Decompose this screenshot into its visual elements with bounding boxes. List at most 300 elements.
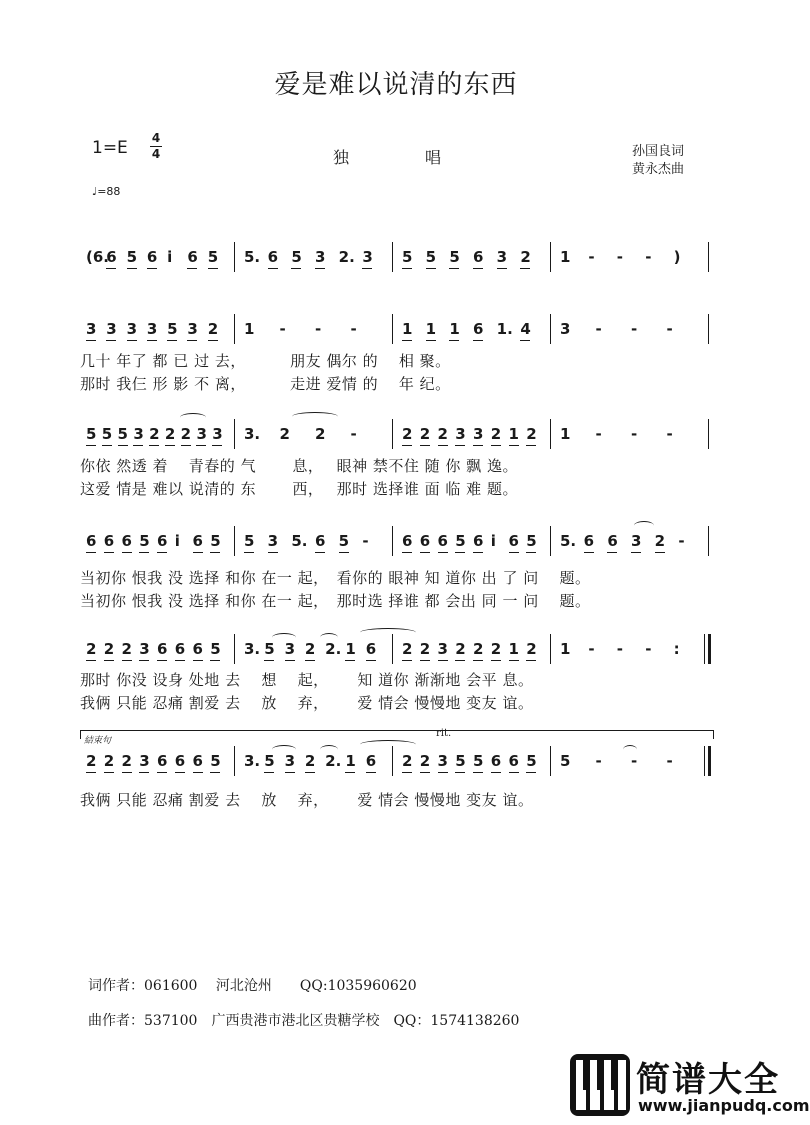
note: 6 (365, 640, 377, 658)
beam (473, 445, 483, 446)
note: 1 (345, 640, 356, 658)
bar-line (708, 746, 711, 776)
beam (366, 772, 376, 773)
lyric-line: 你依 然透 着 青春的 气 息， 眼神 禁不住 随 你 飘 逸。 (80, 457, 518, 475)
beam (497, 268, 507, 269)
slur (272, 633, 296, 642)
beam (102, 445, 112, 446)
note: 6 (103, 532, 115, 550)
beam (491, 660, 501, 661)
note: - (678, 532, 685, 550)
note: 2 (304, 640, 316, 658)
beam (175, 772, 185, 773)
note: 2 (103, 752, 115, 770)
lyric-line: 几十 年了 都 已 过 去， 朋友 偶尔 的 相 聚。 (80, 352, 451, 370)
lyric-line: 我俩 只能 忍痛 割爱 去 放 弃， 爱 情会 慢慢地 变友 谊。 (80, 694, 534, 712)
note: 1 (425, 320, 437, 338)
beam (473, 268, 483, 269)
beam (127, 268, 137, 269)
note: i (490, 532, 496, 550)
note: - (666, 425, 673, 443)
note: 2 (402, 425, 413, 443)
note: 6 (508, 532, 519, 550)
note: 2 (437, 425, 448, 443)
note: 6 (146, 248, 158, 266)
note: 1 (345, 752, 356, 770)
note: 3 (187, 320, 198, 338)
beam (122, 660, 132, 661)
note: 5 (210, 752, 221, 770)
note: 2 (419, 640, 431, 658)
slur (292, 412, 338, 421)
bar-line (708, 634, 711, 664)
note: 6 (437, 532, 448, 550)
beam (193, 660, 203, 661)
note: - (350, 425, 357, 443)
lyric-line: 那时 你没 设身 处地 去 想 起， 知 道你 渐渐地 会平 息。 (80, 671, 534, 689)
beam (157, 772, 167, 773)
note: 2 (402, 752, 413, 770)
beam (264, 660, 274, 661)
note: 5. (291, 532, 308, 550)
note: - (315, 320, 322, 338)
note: 3 (212, 425, 223, 443)
beam (584, 552, 594, 553)
beam (420, 772, 430, 773)
note: 2 (490, 425, 502, 443)
note: 3 (631, 532, 642, 550)
note: 3 (106, 320, 117, 338)
note: 6 (607, 532, 618, 550)
fermata (623, 745, 637, 754)
note: 5 (167, 320, 178, 338)
beam (402, 552, 412, 553)
note: 5 (473, 752, 484, 770)
note: 2 (304, 752, 316, 770)
note: 5 (455, 752, 466, 770)
note: - (616, 248, 624, 266)
beam (420, 445, 430, 446)
note: 1 (560, 425, 571, 443)
note: 5 (207, 248, 219, 266)
note: 6 (490, 752, 502, 770)
beam (315, 552, 325, 553)
note: 1 (508, 425, 519, 443)
beam (426, 268, 436, 269)
note: 5 (425, 248, 437, 266)
note: 6 (174, 640, 186, 658)
note: 3. (244, 640, 261, 658)
note: - (362, 532, 369, 550)
note: 5 (126, 248, 137, 266)
beam (520, 268, 530, 269)
note: 2 (164, 425, 176, 443)
beam (181, 445, 191, 446)
note: 6 (106, 248, 117, 266)
note: 6 (583, 532, 595, 550)
tempo-mark: ♩=88 (92, 185, 121, 198)
note: 3 (315, 248, 326, 266)
bar-line (550, 746, 551, 776)
beam (526, 445, 536, 446)
note: 5 (402, 248, 413, 266)
beam (157, 660, 167, 661)
note: 1 (402, 320, 413, 338)
note: - (595, 320, 602, 338)
note: 6 (187, 248, 198, 266)
note: 3 (133, 425, 144, 443)
beam (106, 268, 116, 269)
note: 3 (86, 320, 97, 338)
beam (210, 660, 220, 661)
beam (122, 552, 132, 553)
bar-line (392, 242, 393, 272)
performance-2: 唱 (425, 148, 442, 167)
beam (402, 445, 412, 446)
note: 5 (455, 532, 466, 550)
lyricist: 孙国良词 (632, 144, 685, 159)
beam (455, 660, 465, 661)
beam (291, 268, 301, 269)
beam (139, 552, 149, 553)
beam (455, 552, 465, 553)
time-bottom: 4 (151, 147, 161, 161)
note: - (666, 320, 673, 338)
note: 5 (244, 532, 255, 550)
note: (6. (86, 248, 109, 266)
note: 2 (207, 320, 219, 338)
lyric-line: 当初你 恨我 没 选择 和你 在一 起， 看你的 眼神 知 道你 出 了 问 题。 (80, 569, 591, 587)
beam (187, 340, 197, 341)
note: 3 (437, 752, 448, 770)
note: - (645, 248, 652, 266)
bar-line (392, 314, 393, 344)
beam (210, 772, 220, 773)
note: 6 (473, 320, 484, 338)
beam (455, 772, 465, 773)
composer: 黄永杰曲 (632, 162, 685, 177)
note: - (645, 640, 652, 658)
beam (208, 340, 218, 341)
bar-line (550, 419, 551, 449)
bar-line (234, 242, 235, 272)
note: 3 (139, 752, 150, 770)
beam (473, 552, 483, 553)
beam (420, 552, 430, 553)
note: 3 (455, 425, 466, 443)
beam (210, 552, 220, 553)
bar-line (392, 746, 393, 776)
beam (315, 268, 325, 269)
bar-line (392, 634, 393, 664)
beam (526, 552, 536, 553)
note: 1 (560, 640, 571, 658)
beam (526, 772, 536, 773)
note: 2. (325, 640, 342, 658)
note: 6 (402, 532, 413, 550)
beam (139, 660, 149, 661)
beam (175, 660, 185, 661)
beam (285, 772, 295, 773)
performance-1: 独 (333, 148, 350, 167)
note: 1 (449, 320, 460, 338)
beam (420, 660, 430, 661)
note: - (279, 320, 286, 338)
note: 6 (121, 532, 132, 550)
beam (345, 772, 355, 773)
beam (449, 268, 459, 269)
beam (268, 552, 278, 553)
note: 5 (86, 425, 97, 443)
note: 3 (437, 640, 448, 658)
note: - (616, 640, 624, 658)
note: 3 (196, 425, 207, 443)
note: 2 (419, 425, 431, 443)
note: 6 (192, 640, 203, 658)
note: 3 (126, 320, 137, 338)
beam (104, 660, 114, 661)
note: 5 (264, 752, 275, 770)
bar-line (704, 634, 705, 664)
note: 3 (473, 425, 484, 443)
beam (147, 268, 157, 269)
beam (193, 552, 203, 553)
note: 3 (146, 320, 158, 338)
beam (509, 552, 519, 553)
beam (86, 552, 96, 553)
note: 6 (419, 532, 431, 550)
bar-line (708, 419, 709, 449)
beam (402, 660, 412, 661)
beam (509, 772, 519, 773)
note: - (595, 752, 602, 770)
beam (509, 445, 519, 446)
note: - (631, 320, 638, 338)
slur (272, 745, 296, 754)
note: 6 (192, 532, 203, 550)
beam (455, 445, 465, 446)
note: 6 (157, 640, 168, 658)
beam (133, 445, 143, 446)
note: 5 (449, 248, 460, 266)
note: : (673, 640, 680, 658)
note: i (167, 248, 173, 266)
logo-name: 简谱大全 (636, 1060, 780, 1100)
beam (285, 660, 295, 661)
bar-line (708, 314, 709, 344)
beam (438, 552, 448, 553)
bar-line (708, 526, 709, 556)
note: 4 (520, 320, 531, 338)
note: 6 (315, 532, 326, 550)
note: 3 (560, 320, 571, 338)
lyric-line: 这爱 情是 难以 说清的 东 西， 那时 选择谁 面 临 难 题。 (80, 480, 518, 498)
beam (122, 772, 132, 773)
note: 2 (520, 248, 531, 266)
beam (264, 772, 274, 773)
note: 2 (473, 640, 484, 658)
beam (193, 772, 203, 773)
beam (438, 772, 448, 773)
note: 2 (455, 640, 466, 658)
beam (86, 340, 96, 341)
note: 2. (325, 752, 342, 770)
note: 6 (192, 752, 203, 770)
beam (104, 772, 114, 773)
bar-line (704, 746, 705, 776)
note: - (631, 752, 638, 770)
site-logo[interactable] (570, 1052, 810, 1121)
note: 6 (157, 752, 168, 770)
note: 5. (244, 248, 261, 266)
slur (360, 628, 416, 637)
beam (157, 552, 167, 553)
time-top: 4 (151, 131, 161, 145)
note: 3 (284, 752, 295, 770)
beam (449, 340, 459, 341)
note: 3 (496, 248, 508, 266)
note: 6 (174, 752, 186, 770)
beam (106, 340, 116, 341)
bar-line (550, 526, 551, 556)
note: - (631, 425, 638, 443)
beam (520, 340, 530, 341)
note: 1 (560, 248, 571, 266)
note: 5 (101, 425, 113, 443)
note: 2 (121, 752, 132, 770)
rit-mark: rit. (436, 728, 452, 739)
beam (305, 660, 315, 661)
beam (127, 340, 137, 341)
beam (438, 445, 448, 446)
note: 6 (473, 248, 484, 266)
beam (167, 340, 177, 341)
beam (526, 660, 536, 661)
slur (180, 413, 206, 422)
note: 3. (244, 752, 261, 770)
note: - (588, 640, 595, 658)
beam (473, 660, 483, 661)
ending-mark: 結束句 (84, 736, 112, 746)
beam (438, 660, 448, 661)
beam (607, 552, 617, 553)
beam (244, 552, 254, 553)
note: 6 (508, 752, 519, 770)
beam (104, 552, 114, 553)
ending-bracket (80, 730, 714, 739)
note: 5 (264, 640, 275, 658)
note: 2 (315, 425, 326, 443)
note: 1 (244, 320, 255, 338)
slur (320, 633, 338, 642)
beam (165, 445, 175, 446)
note: 6 (473, 532, 484, 550)
beam (491, 772, 501, 773)
beam (268, 268, 278, 269)
note: - (666, 752, 673, 770)
note: 5 (560, 752, 571, 770)
bar-line (392, 526, 393, 556)
beam (631, 552, 641, 553)
note: 5 (117, 425, 128, 443)
bar-line (234, 314, 235, 344)
beam (473, 340, 483, 341)
lyric-line: 那时 我仨 形 影 不 离， 走进 爱情 的 年 纪。 (80, 375, 451, 393)
note: - (350, 320, 357, 338)
note: ) (673, 248, 681, 266)
note: i (174, 532, 180, 550)
beam (362, 268, 372, 269)
lyric-line: 当初你 恨我 没 选择 和你 在一 起， 那时选 择谁 都 会出 同 一 问 题。 (80, 592, 591, 610)
note: 2 (526, 640, 537, 658)
beam (187, 268, 197, 269)
lyricist-info: 词作者：061600 河北沧州 QQ:1035960620 (88, 978, 417, 994)
key-signature: 1=E (92, 138, 128, 158)
beam (147, 340, 157, 341)
beam (655, 552, 665, 553)
beam (339, 552, 349, 553)
beam (196, 445, 206, 446)
note: 6 (365, 752, 377, 770)
lyric-line: 我俩 只能 忍痛 割爱 去 放 弃， 爱 情会 慢慢地 变友 谊。 (80, 791, 534, 809)
note: - (595, 425, 602, 443)
note: - (588, 248, 595, 266)
note: 5 (338, 532, 350, 550)
note: 2 (490, 640, 502, 658)
note: 2 (180, 425, 192, 443)
beam (86, 772, 96, 773)
note: 5 (291, 248, 302, 266)
bar-line (550, 242, 551, 272)
note: 2 (103, 640, 115, 658)
note: 1 (508, 640, 519, 658)
bar-line (392, 419, 393, 449)
note: 2 (419, 752, 431, 770)
slur (360, 740, 416, 749)
beam (402, 772, 412, 773)
note: 6 (267, 248, 279, 266)
beam (402, 268, 412, 269)
beam (86, 660, 96, 661)
note: 3 (362, 248, 373, 266)
note: 2 (121, 640, 132, 658)
beam (118, 445, 128, 446)
bar-line (708, 242, 709, 272)
beam (208, 268, 218, 269)
note: 3 (139, 640, 150, 658)
note: 6 (86, 532, 97, 550)
bar-line (234, 419, 235, 449)
beam (139, 772, 149, 773)
note: 2. (338, 248, 355, 266)
note: 3 (267, 532, 279, 550)
note: 2 (654, 532, 666, 550)
note: 2 (526, 425, 537, 443)
bar-line (234, 634, 235, 664)
page-title: 爱是难以说清的东西 (274, 70, 518, 100)
beam (509, 660, 519, 661)
slur (320, 745, 338, 754)
bar-line (234, 746, 235, 776)
beam (426, 340, 436, 341)
time-signature (150, 132, 162, 161)
note: 2 (149, 425, 160, 443)
note: 5 (139, 532, 150, 550)
note: 2 (86, 640, 97, 658)
note: 5. (560, 532, 577, 550)
beam (402, 340, 412, 341)
beam (366, 660, 376, 661)
